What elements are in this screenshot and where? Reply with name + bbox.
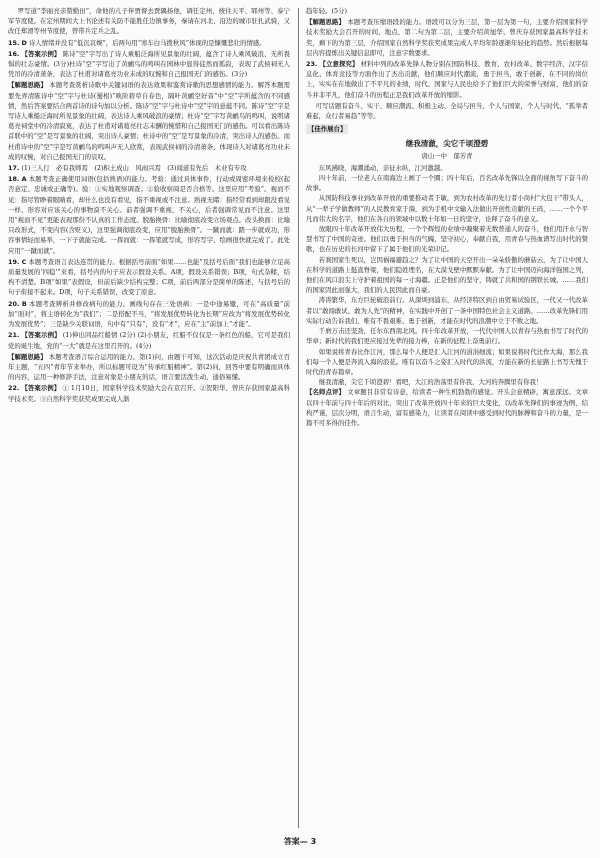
essay-paragraph: 涛涛繁华，东方巨轮破浪前行。从深圳到浦东，从经济特区到自由贸易试验区，一代又一代改革者以“敢闯敢试、敢为人先”的精神，在实践中开创了一条中国特色社会主义道路。……改革先锋们用实际行动告诉我们，唯有不畏艰难、勇于创新，才能在时代的浪潮中立于不败之地。 (306, 296, 588, 325)
q22-continuation: 趋年轻。(5分) (306, 7, 348, 15)
q17-number: 17. (8, 164, 20, 173)
essay-title: 继我清澈，尖它千顷澄碧 (405, 139, 489, 149)
q21-number: 21. (8, 331, 20, 340)
q16 (8, 49, 290, 80)
q21 (8, 330, 290, 350)
essay-paragraph: 放眼四十年改革开放伟大历程，一个个辉煌的业绩中凝聚着无数普通人的奋斗，他们用汗水与智慧书写了中国的奇迹。他们以勇于担当的气魄，坚守初心，奉献自我，用青春与热血谱写出时代的赞歌，也在历史的长河中留下了属于他们的光荣印记。 (306, 225, 588, 254)
q23-topics: 可写话题有奋斗、实干、顺应潮流、积极主动、全局与担当、个人与国家，个人与时代、“孤举者难起，众行者易趋”等等。 (306, 101, 588, 121)
q19 (8, 257, 290, 298)
q15 (8, 38, 290, 48)
q17-text: (1)三人行 必有我师焉 (2)积土成山 风雨兴焉 (3)闻道有先后 术业有专攻 (21, 164, 247, 173)
q18-number: 18. A (8, 175, 27, 184)
essay-paragraph: 四十年前，一位老人在南海边上画了一个圈；四十年后，百名改革先锋以全面的视角写下奋斗的故事。 (306, 174, 588, 193)
left-column (8, 6, 290, 828)
q21-analysis-tag: 【解题思路】 (8, 352, 47, 361)
q22-analysis-text: 本题考查压缩语段的能力。语段可以分为三层，第一层为第一句，主要介绍国家科学技术奖励大会召开的时间、地点，第二句为第二层，主要介绍黄旭华、曾庆存获国家最高科学技术奖，剩下的为第三层，介绍国家自然科学奖获奖成果完成人平均年龄逐渐年轻化的趋势。然后根据每层内容提炼出关键信息即可，注意字数要求。 (306, 18, 588, 57)
teacher-comment (306, 387, 588, 428)
q20 (8, 299, 290, 330)
q16-analysis (8, 80, 290, 162)
q18-text: 本题考查正确使用词语(包括熟语)的能力。考验：通过具体事件，行动或周密环境来检校(起否意定、忠诚或正确等)。验：①实地观察调查；②验收察阅是否合格等。这里应用“考验”。视而不见：指尽管睁着眼睛看，却什么也没有看见，指不重视或不注意。熟视无睹：指经常看到却跟没看见一样，形容对应该关心的事物漠不关心。前者强调不重视，不关心，后者强调常见而不注意。这里用“视而不见”更能表现那份不认真的工作态度。脱胎换骨：比喻彻底改变立场观点。改头换面：比喻只改形式，不变内容(含贬义)，这里强调彻底改变，应用“脱胎换骨”。一蹴而就：踏一步就成功，形容事情轻而易举，一下子就能完成。一挥而就：一挥笔就写成，形容写字、绘画很快就完成了。此处应用“一蹴而就”。 (8, 175, 290, 255)
q22-number: 22. (8, 384, 20, 393)
essay-paragraph: 东风拂晓，海潮涌动，亲征水纵，江河激越。 (318, 163, 447, 172)
intro-paragraph: 罗写道“李丽亮亲赞勤田”，命他的儿子伴贾督去贾隅扬他，调任定州，统住天平、郓州等、泰宁军节度使。在定州期间大上书论述有关防不能胜任边镇事务，秦请在河北、沿边的城市驻扎武骑，又改任郑滑等州节度使，曾带兵定兵之乱。 (8, 7, 290, 36)
essay-paragraph: 千磨万击还坚劲，任尔东西南北风。四十年改革开放，一代代中国人以青春与热血书写了时代的华章；新时代的我们更应接过先辈的接力棒，在新的征程上奋勇前行。 (306, 327, 588, 346)
q15-text: 诗人情绪并没有“低沉哀婉”，后两句用“寒车白马拨秋风”体现的是慷慨悲壮的情感。 (28, 38, 266, 47)
essay-paragraph: 如果说将青春比作江河，那么每个人便是汇入江河的涓涓细流；如果说将时代比作大海，那么我们每一个人便是奔流入海的浪花。唯有以奋斗之姿汇入时代的洪流，方能在新的长征路上书写无愧于时代的青春篇章。 (306, 347, 588, 376)
column-divider (298, 8, 299, 828)
teacher-comment-tag: 【名师点评】 (306, 388, 346, 397)
q19-text: 本题考查语言表达连贯的能力。根据括号前面“如果……也能”及括号后面“我们也能够立足高质量发展的‘四稳’”来看，括号内的句子应表示假设关系。A项，假设关系错误；B项，句式杂糅，结构不清楚。B项“如果”表假设，但前后缺少结构完整；C项，前后两部分是简单的陈述，与括号后的句子衔接不起来。D项，句子关系错误，改变了原意。 (8, 257, 290, 297)
q22 (8, 383, 290, 403)
q23-number: 23. (306, 60, 318, 69)
q15-number: 15. D (8, 38, 27, 47)
q20-number: 20. B (8, 299, 27, 308)
q16-analysis-text: 本题考查赏析诗歌中关键词语的表达效果和鉴赏诗歌的思想感情的能力。解答本题需要先弄清陈诗中“空”字与杜诗(蜀相)“映阶碧草自春色，隔叶黄鹂空好音”中“空”字所蕴含的不同感情，然后答案要结合两首诗的诗句加以分析。陈诗“空”字与杜诗中“空”字的意蕴不同。陈诗“空”字是写诗人乘船泛海时所见景象的壮阔，表达诗人乘风破浪的豪情；杜诗“空”字写黄鹂鸟的鸣叫，说明诸葛亮祠堂中的冷清寂寞，表达了杜甫对诸葛亮壮志未酬的惋惜和自己报国无门的感伤。可以看出陈诗首联中的“空”是写景象的壮阔，突出诗人豪情；杜诗中的“空”是写景象的冷清，突出诗人的感伤。而杜甫诗中的“空”字是写黄鹂鸟的鸣叫声无人欣赏，表现武侯祠的冷清萧条，体现诗人对诸葛亮功业未成的叹惋，对自己报国无门的哀叹。 (8, 81, 290, 161)
q21-answer-tag: 【答案示例】 (21, 331, 61, 340)
q23-text: 材料中列的改革先锋人物分别在国防科技、教育、农村改革、数字经济、汉字信息化、体育竞技等方面作出了杰出贡献，他们顺应时代潮流，勇于担当，敢于创新，在不同的岗位上，实实在在地做出了不平凡的业绩，时代、国家与人民也给予了他们巨大的荣誉与财富，他们的奋斗并非平凡，他们奋斗的历程正是我们改革开放的缩影。 (306, 60, 588, 99)
q16-number: 16. (8, 49, 20, 58)
teacher-comment-text: 文章题目非常有诗意，给读者一种生机勃勃的感觉。开头会意精辟，寓意深远。文章以四十年前与四十年后的对比，突出了改革开放四十年来的巨大变化，以改革先锋们的事迹为例，结构严谨，层次分明，语言生动，富有感染力，让读者在阅读中感受到时代的脉搏和奋斗的力量，是一篇不可多得的佳作。 (306, 388, 588, 427)
essay-paragraph: 若刹国家生死以，岂因祸福避趋之？为了让中国的天空开出一朵朵骄傲的蘑菇云，为了让中国人在科学的道路上挺直脊梁，他们隐姓埋名，在大漠戈壁中默默奉献。为了让中国迈向海洋强国之列，他们在风口浪尖上守护着祖国的每一寸海疆。正是他们的坚守，铸就了共和国的钢铁长城。……我们的国家因此而强大，我们的人民因此而自豪。 (306, 255, 588, 295)
q16-answer-tag: 【答案示例】 (21, 49, 61, 58)
q17 (8, 163, 290, 173)
q22-analysis (306, 17, 588, 58)
essay-body (306, 163, 588, 387)
q22-answer: ① 1月10日，国家科学技术奖励大会在京召开。②贺阳华、曾庆存获国家最高科学技术奖。③自然科学奖获奖成果完成人渐 (8, 384, 290, 403)
q18 (8, 174, 290, 256)
q16-analysis-tag: 【解题思路】 (8, 81, 48, 90)
q21-analysis (8, 352, 290, 383)
q23-tag: 【立意探究】 (319, 60, 359, 69)
q22-answer-tag: 【答案示例】 (21, 384, 61, 393)
q16-answer: 陈诗“空”字写出了诗人乘船泛海所见景象的壮阔，蕴含了诗人乘风破浪、无所畏惧的壮志豪情。(3分)杜诗“空”字写出了黄鹂鸟的鸣叫在园林中显得徒然而孤寂，表现了武侯祠无人凭吊的冷清萧条，表达了杜甫对诸葛亮功业未成的叹惋和自己报国无门的感伤。(3分) (8, 49, 290, 79)
q21-analysis-text: 本题考查语言综合运用的能力。第(1)问，由题干可知，这次活动是庆祝共青团成立百年主题，“五四”青年节来举办，所以标题可设为“传承红船精神”。第(2)问，回答中要有明确而具体的内容，运用一种修辞手法，注意对象是小朋友的话，语言要活泼生动、通俗易懂。 (8, 352, 290, 382)
q20-text: 本题考查辨析并修改病句的能力。画线句存在三处语病：一是中途易辙，可在“高质量”前加“面对”，将主语转化为“我们”；二是搭配不当，“将发展优势转化为长期”应改为“将发展优势转化为发展优势”；三是缺少关联词语，句中有“只有”，没有“才”，应在“主”前加上“才能”。 (8, 299, 290, 329)
essay-paragraph: 继我清澈，尖它千顷澄碧！看吧，大江的浩荡里有你我，大河的奔腾里有你我！ (318, 378, 543, 387)
answer-page (8, 6, 592, 828)
right-column (306, 6, 588, 828)
q22-analysis-tag: 【解题思路】 (306, 18, 346, 27)
model-essay-header: 【佳作展台】 (308, 125, 347, 134)
essay-author: 唐山一中 郁芳青 (421, 151, 473, 160)
q21-answer: (1)伸出同品红船情 (2分) (2)小朋友，红船不仅仅是一条红色的船，它可是我们党的诞生地，党的“一大”就是在这里召开的。(4分) (8, 331, 290, 350)
page-footer: 答案— 3 (283, 837, 317, 846)
q23 (306, 59, 588, 100)
q19-number: 19. C (8, 257, 27, 266)
essay-paragraph: 从国防科技事业到改革开放的重要推动者于敏，到为农村改革的先行者小岗村“大包干”带头人，从“一辈子学做教师”的人民教育家于漪，到为手机中文输入法做出开创性贡献的王码，……一个个平凡而伟大的名字，他们在各自的领域中以数十年如一日的坚守，诠释了奋斗的意义。 (306, 194, 588, 223)
